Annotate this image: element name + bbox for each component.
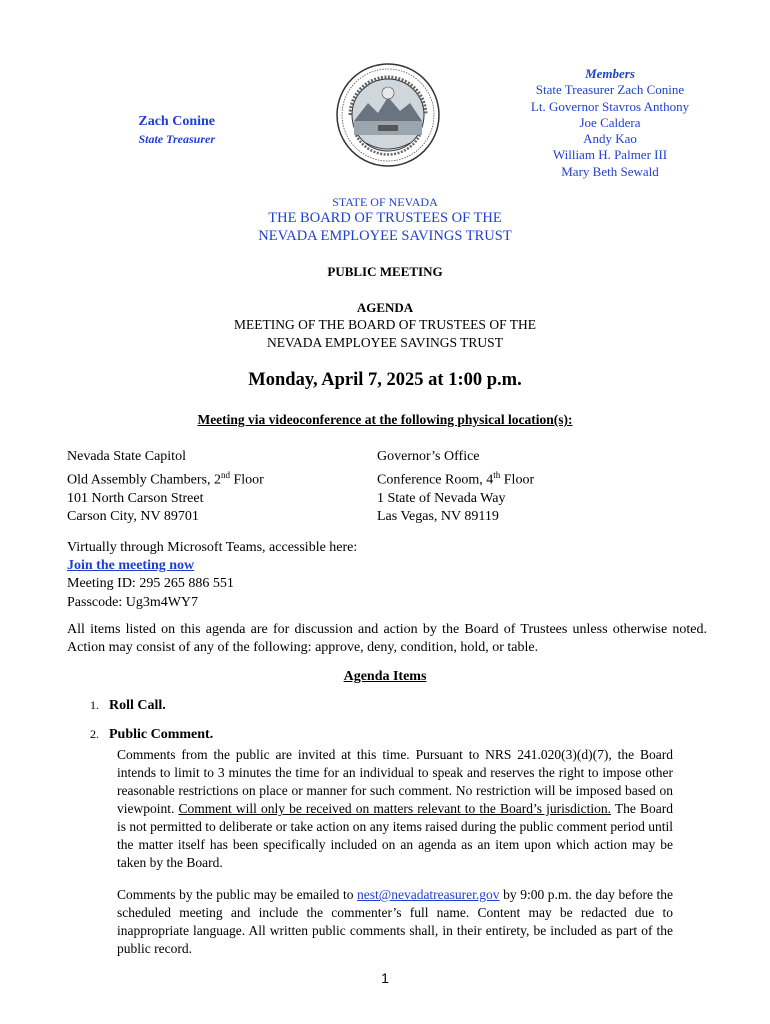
member-item: Lt. Governor Stavros Anthony [530,98,690,114]
meeting-id: Meeting ID: 295 265 886 551 [67,576,234,592]
address-line: 1 State of Nevada Way [377,491,506,507]
passcode: Passcode: Ug3m4WY7 [67,594,199,610]
member-item: State Treasurer Zach Conine [535,82,685,98]
address-line: Conference Room, 4th Floor [377,470,535,488]
public-meeting-heading: PUBLIC MEETING [327,264,443,279]
virtual-info [67,539,357,612]
member-item: Joe Caldera [579,114,641,130]
member-item: Mary Beth Sewald [561,163,659,179]
public-comment-paragraph: Comments from the public are invited at this time. Pursuant to NRS 241.020(3)(d)(7), the Board intends to limit to 3 minutes the time for an individual to speak and reserves the right to impose other reasonable restrictions on place or manner for such comment. No restriction will be imposed based on viewpoint. Comment will only be received on matters relevant to the Board’s jurisdiction. The Board is not permitted to deliberate or take action on any items raised during the public comment period until the matter itself has been specifically included on an agenda as an item upon which action may be taken by the Board. [117,747,673,870]
address-line: 101 North Carson Street [67,491,204,507]
agenda-item-roll-call: 1. Roll Call. [90,698,166,713]
agenda-items-heading: Agenda Items [343,669,427,684]
address-line: Nevada State Capitol [67,449,186,464]
email-link[interactable]: nest@nevadatreasurer.gov [357,887,500,902]
email-comment-paragraph: Comments by the public may be emailed to nest@nevadatreasurer.gov by 9:00 p.m. the day before the scheduled meeting and include the commenter’s full name. Content may be redacted due to inappropriate language. All written public comments shall, in their entirety, be included as part of the public record. [117,887,673,956]
meeting-title-line1: MEETING OF THE BOARD OF TRUSTEES OF THE [234,317,536,332]
state-label: STATE OF NEVADA [332,195,438,209]
state-seal-icon [336,63,440,167]
intro-paragraph: All items listed on this agenda are for discussion and action by the Board of Trustees unless otherwise noted. Action may consist of any of the following: approve, deny, condition, hold, or table. [67,622,707,656]
board-title-line2: NEVADA EMPLOYEE SAVINGS TRUST [258,228,512,244]
virtual-intro: Virtually through Microsoft Teams, accessible here: [67,540,358,555]
address-line: Carson City, NV 89701 [67,509,199,525]
address-line: Las Vegas, NV 89119 [377,509,499,525]
member-item: Andy Kao [583,131,637,147]
address-line: Governor’s Office [377,449,480,464]
join-meeting-link[interactable]: Join the meeting now [67,558,195,574]
treasurer-name: Zach Conine [138,114,215,129]
treasurer-title: State Treasurer [138,132,215,146]
videoconference-heading: Meeting via videoconference at the following physical location(s): [197,412,573,427]
meeting-title-line2: NEVADA EMPLOYEE SAVINGS TRUST [267,335,503,350]
location-carson-city [67,448,264,526]
location-las-vegas [377,448,534,526]
members-heading: Members [585,66,635,81]
members-list [500,66,720,180]
member-item: William H. Palmer III [552,147,668,163]
address-line: Old Assembly Chambers, 2nd Floor [67,470,264,488]
agenda-heading: AGENDA [356,300,414,315]
board-title-line1: THE BOARD OF TRUSTEES OF THE [268,210,502,226]
agenda-item-public-comment: 2. Public Comment. [90,727,214,742]
page-number: 1 [381,970,389,986]
meeting-date: Monday, April 7, 2025 at 1:00 p.m. [248,370,522,390]
